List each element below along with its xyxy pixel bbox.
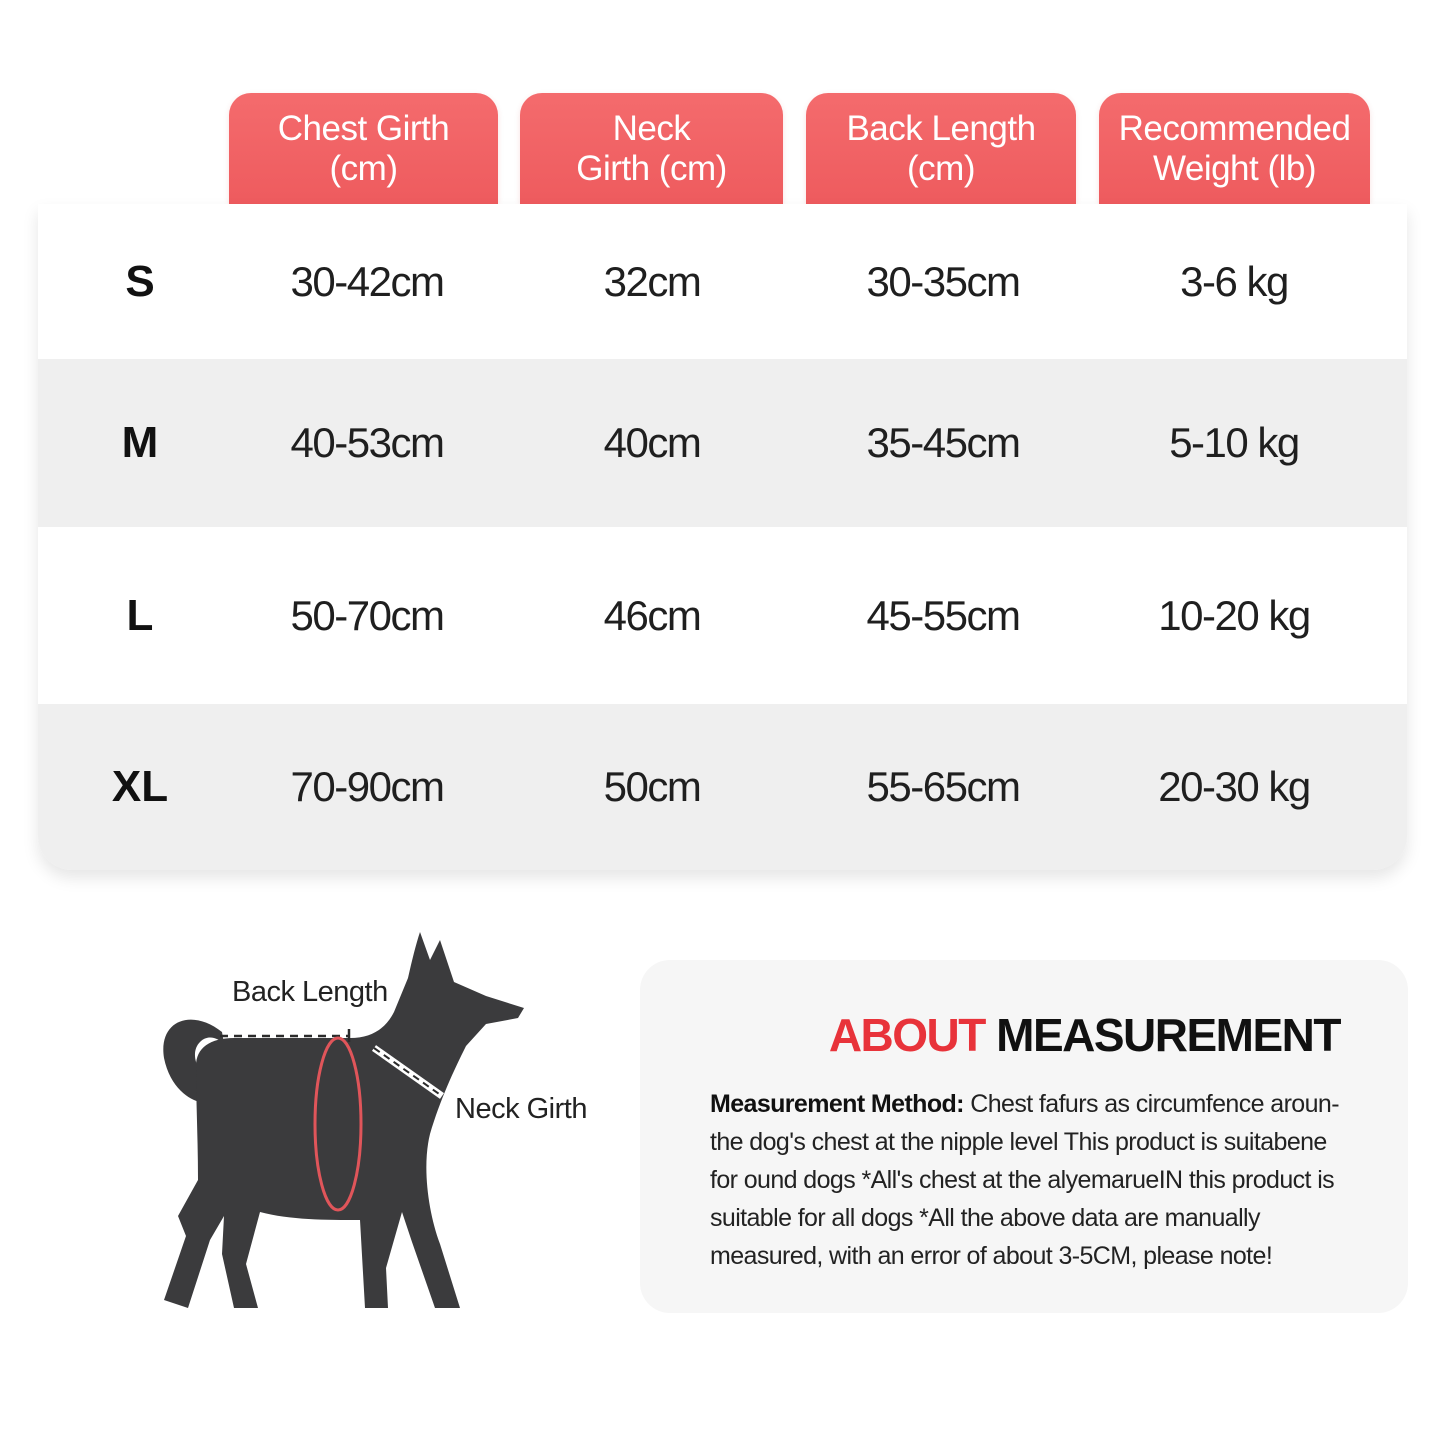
neck-girth-value: 50cm bbox=[603, 763, 701, 810]
size-chart-table bbox=[38, 204, 1407, 870]
size-label: XL bbox=[111, 762, 169, 811]
back-length-value: 30-35cm bbox=[866, 257, 1020, 305]
about-measurement-card bbox=[640, 960, 1408, 1313]
header-neck-girth bbox=[520, 93, 783, 204]
chest-girth-value: 50-70cm bbox=[290, 591, 444, 639]
size-label: S bbox=[125, 256, 155, 306]
neck-girth-value: 46cm bbox=[603, 591, 701, 639]
header-label: Chest Girth (cm) bbox=[277, 108, 450, 188]
measurement-method-text bbox=[710, 1085, 1360, 1275]
header-label: Back Length (cm) bbox=[846, 108, 1036, 188]
size-label: L bbox=[126, 590, 154, 640]
method-label: Measurement Method: bbox=[710, 1090, 964, 1118]
table-row-m bbox=[38, 359, 1407, 527]
table-row-l bbox=[38, 527, 1407, 704]
header-recommended-weight bbox=[1099, 93, 1370, 204]
weight-value: 10-20 kg bbox=[1158, 591, 1310, 639]
size-label: M bbox=[121, 418, 159, 467]
about-title-accent: ABOUT bbox=[828, 1009, 985, 1061]
chest-girth-value: 30-42cm bbox=[290, 257, 444, 305]
header-back-length bbox=[806, 93, 1076, 204]
table-row-s bbox=[38, 204, 1407, 359]
about-title bbox=[829, 1008, 1340, 1062]
dog-measurement-diagram bbox=[150, 920, 610, 1320]
weight-value: 5-10 kg bbox=[1169, 419, 1299, 466]
back-length-value: 35-45cm bbox=[866, 419, 1020, 466]
chest-girth-value: 70-90cm bbox=[290, 763, 444, 810]
back-length-value: 45-55cm bbox=[866, 591, 1020, 639]
header-chest-girth bbox=[229, 93, 498, 204]
header-label: Recommended Weight (lb) bbox=[1118, 108, 1351, 188]
method-description: Chest fafurs as circumfence aroun- the dog's chest at the nipple level This product is suitabene for ound dogs *All's chest at the alyemarueIN this product is suitable for all dogs *All the above data are manually measured, with an error of about 3-5CM, please note! bbox=[710, 1090, 1339, 1270]
back-length-value: 55-65cm bbox=[866, 763, 1020, 810]
weight-value: 3-6 kg bbox=[1180, 257, 1288, 305]
about-title-rest: MEASUREMENT bbox=[996, 1009, 1340, 1061]
header-label: Neck Girth (cm) bbox=[576, 108, 727, 188]
neck-girth-value: 32cm bbox=[603, 257, 701, 305]
weight-value: 20-30 kg bbox=[1158, 763, 1310, 810]
table-row-xl bbox=[38, 704, 1407, 870]
neck-girth-value: 40cm bbox=[603, 419, 701, 466]
neck-girth-label: Neck Girth bbox=[455, 1093, 587, 1125]
chest-girth-value: 40-53cm bbox=[290, 419, 444, 466]
back-length-label: Back Length bbox=[232, 976, 388, 1008]
